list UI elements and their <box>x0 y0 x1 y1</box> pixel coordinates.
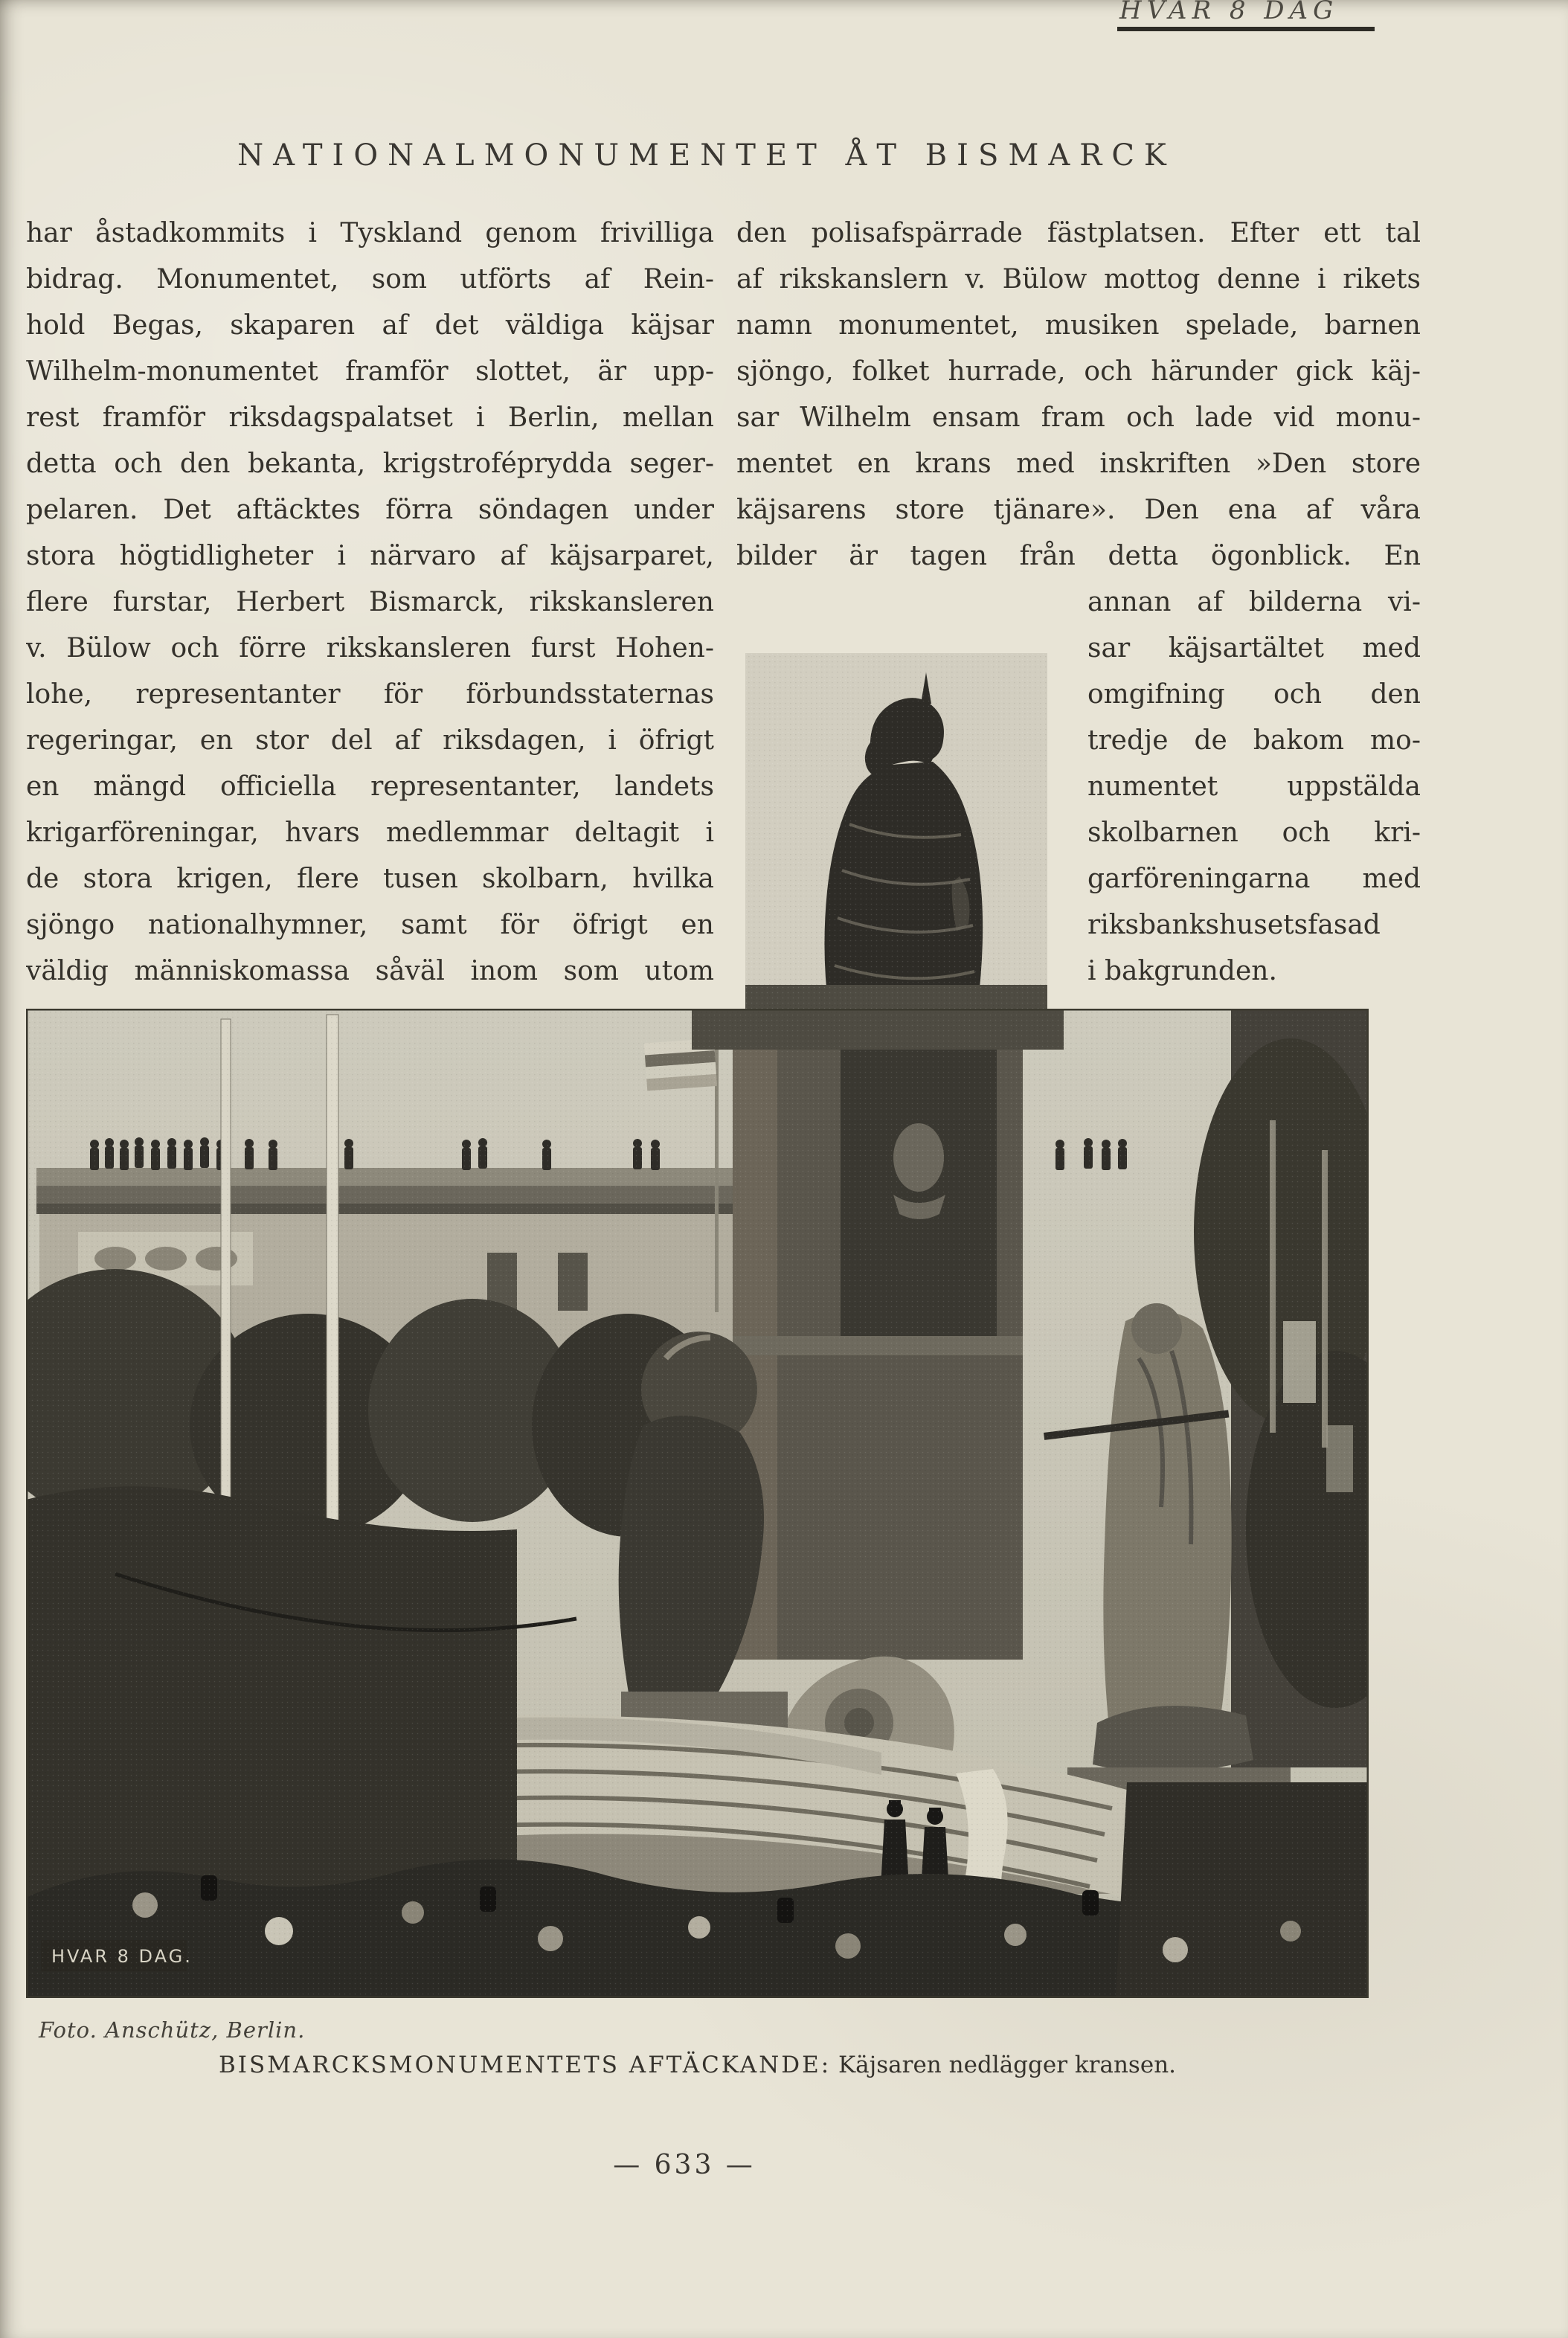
magazine-masthead: HVAR 8 DAG <box>1119 0 1339 25</box>
text-line: bidrag. Monumentet, som utförts af Rein- <box>26 264 714 295</box>
text-line: en mängd officiella representanter, landets <box>26 771 714 802</box>
text-line: numentet uppstälda <box>1087 771 1421 802</box>
text-line: sar käjsartältet med <box>1087 633 1421 664</box>
inset-grain <box>745 653 1047 1009</box>
photo-grain <box>26 1009 1369 1998</box>
text-line: namn monumentet, musiken spelade, barnen <box>736 310 1421 341</box>
photo-caption-text: Käjsaren nedlägger kransen. <box>838 2052 1177 2078</box>
text-line: käjsarens store tjänare». Den ena af våra <box>736 495 1421 525</box>
page-number: — 633 — <box>613 2150 756 2180</box>
text-line: riksbankshusetsfasad <box>1087 910 1381 940</box>
text-line: sjöngo nationalhymner, samt för öfrigt en <box>26 910 714 940</box>
text-line: sjöngo, folket hurrade, och härunder gick käj- <box>736 356 1421 387</box>
text-line: krigarföreningar, hvars medlemmar deltagit i <box>26 818 714 848</box>
text-line: i bakgrunden. <box>1087 956 1277 986</box>
text-line: väldig människomassa såväl inom som utom <box>26 956 714 986</box>
article-title: NATIONALMONUMENTET ÅT BISMARCK <box>237 138 1176 173</box>
right-text-column-narrow <box>1087 579 1421 995</box>
text-line: garföreningarna med <box>1087 864 1421 894</box>
text-line: de stora krigen, flere tusen skolbarn, hvilka <box>26 864 714 894</box>
text-line: detta och den bekanta, krigstroféprydda seger- <box>26 449 714 479</box>
text-line: hold Begas, skaparen af det väldiga käjsar <box>26 310 714 341</box>
right-text-column <box>736 211 1421 579</box>
text-line: bilder är tagen från detta ögonblick. En <box>736 541 1421 571</box>
text-line: stora högtidligheter i närvaro af käjsarparet, <box>26 541 714 571</box>
text-line: Wilhelm-monumentet framför slottet, är upp- <box>26 356 714 387</box>
text-line: pelaren. Det aftäcktes förra söndagen under <box>26 495 714 525</box>
statue-inset-photo <box>745 653 1047 1009</box>
photo-caption-title: BISMARCKSMONUMENTETS AFTÄCKANDE: <box>218 2052 832 2078</box>
text-line: annan af bilderna vi- <box>1087 587 1421 617</box>
left-text-column <box>26 211 714 995</box>
text-line: lohe, representanter för förbundsstaternas <box>26 679 714 710</box>
masthead-rule <box>1117 27 1375 31</box>
text-line: af rikskanslern v. Bülow mottog denne i rikets <box>736 264 1421 295</box>
text-line: v. Bülow och förre rikskansleren furst Hohen- <box>26 633 714 664</box>
text-line: regeringar, en stor del af riksdagen, i öfrigt <box>26 725 714 756</box>
text-line: har åstadkommits i Tyskland genom frivilliga <box>26 218 714 248</box>
unveiling-main-photo <box>26 1009 1369 1998</box>
text-line: omgifning och den <box>1087 679 1421 710</box>
text-line: tredje de bakom mo- <box>1087 725 1421 756</box>
text-line: skolbarnen och kri- <box>1087 818 1421 848</box>
text-line: rest framför riksdagspalatset i Berlin, mellan <box>26 402 714 433</box>
text-line: sar Wilhelm ensam fram och lade vid monu- <box>736 402 1421 433</box>
photo-caption <box>26 2052 1369 2078</box>
text-line: flere furstar, Herbert Bismarck, rikskansleren <box>26 587 714 617</box>
text-line: den polisafspärrade fästplatsen. Efter ett tal <box>736 218 1421 248</box>
text-line: mentet en krans med inskriften »Den store <box>736 449 1421 479</box>
photo-credit: Foto. Anschütz, Berlin. <box>39 2017 306 2043</box>
